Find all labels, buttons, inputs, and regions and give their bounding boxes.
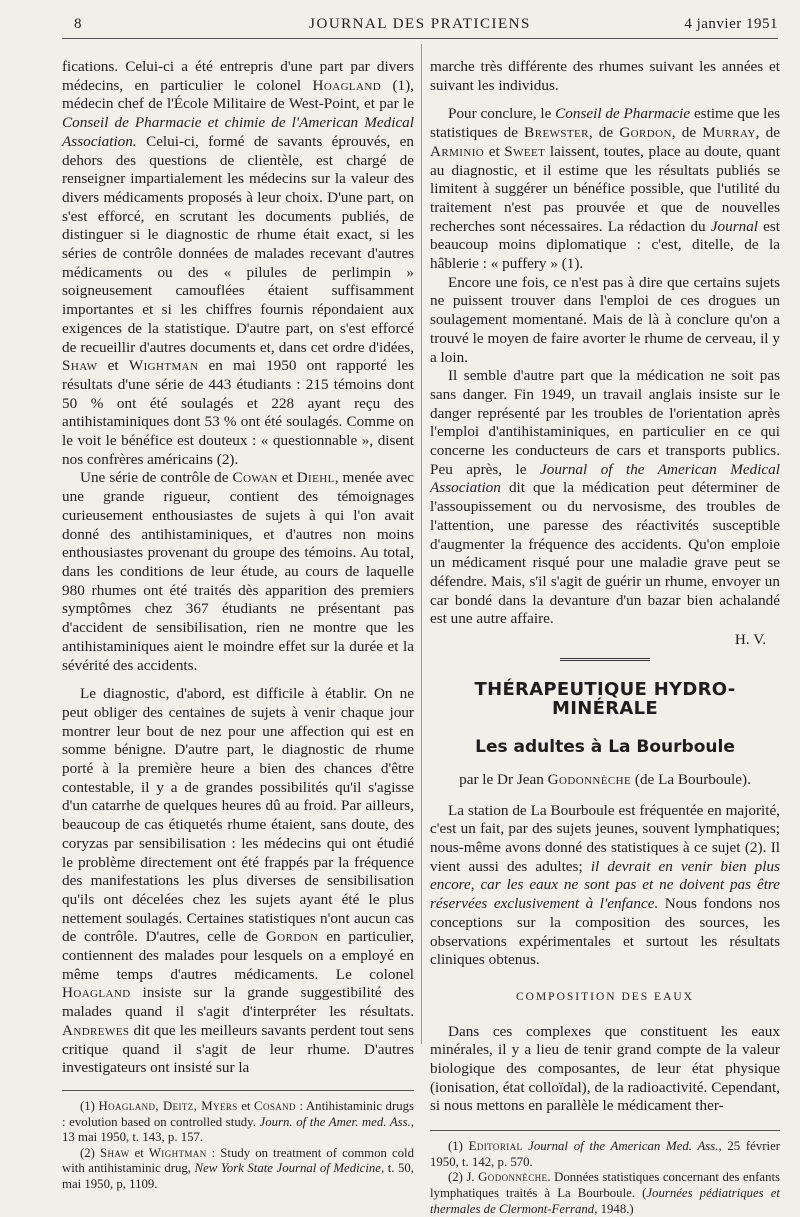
section-title: THÉRAPEUTIQUE HYDRO-MINÉRALE bbox=[474, 678, 736, 719]
paragraph: Pour conclure, le Conseil de Pharmacie estime que les statistiques de Brewster, de Gordon, de Murray, de Arminio et Sweet laissent, toutes, place au doute, quant au diagnostic, et il estime que les résultats publiés se limitent à suggérer un bénéfice possible, que l'utilité du traitement n'est pas prouvée et que de nouvelles recherches sont nécessaires. La rédaction du Journal est beaucoup moins diplomatique : c'est, ditelle, de la hâblerie : « puffery » (1). bbox=[430, 105, 781, 273]
subheading: COMPOSITION DES EAUX bbox=[515, 990, 694, 1003]
footnote: (1) Hoagland, Deitz, Myers et Cosand : Antihistaminic drugs : evolution based on controlled study. Journ. of the Amer. med. Ass., 13 mai 1950, t. 143, p. 157. bbox=[62, 1098, 414, 1145]
byline: par le Dr Jean Godonnèche (de La Bourboule). bbox=[459, 770, 751, 788]
column-divider bbox=[421, 44, 422, 1044]
footnote: (2) Shaw et Wightman : Study on treatment of common cold with antihistaminic drug, New York State Journal of Medicine, t. 50, mai 1950, p, 1109. bbox=[62, 1145, 415, 1191]
footnote: (2) J. Godonnèche. Données statistiques concernant des enfants lymphatiques traités à La Bourboule. (Journées pédiatriques et thermales de Clermont-Ferrand, 1948.) bbox=[430, 1170, 781, 1216]
paragraph: La station de La Bourboule est fréquentée en majorité, c'est un fait, par des sujets jeunes, souvent lymphatiques; nous-même avons donné des statistiques à ce sujet (2). Il vient aussi des adultes; il devrait en venir bien plus encore, car les eaux ne sont pas et ne doivent pas être réservées exclusivement à l'enfance. Nous fondons nos conceptions sur la composition des sources, les observations expérimentales et surtout les résultats cliniques obtenus. bbox=[430, 801, 780, 969]
running-header bbox=[62, 14, 778, 39]
paragraph: Une série de contrôle de Cowan et Diehl, menée avec une grande rigueur, contient des témoignages curieusement enthousiastes de sujets à qui l'on avait donné des antihistaminiques, et d'autres non moins enthousiastes provenant du groupe des témoins. Au total, dans les conditions de leur étude, au cours de laquelle 980 rhumes ont été traités dès apparition des premiers symptômes chez 367 étudiants ne présentant pas d'accident de sensibilisation, rien ne montre que les antihistaminiques aient le moindre effet sur la durée et la sévérité des accidents. bbox=[62, 469, 414, 674]
issue-date: 4 janvier 1951 bbox=[684, 16, 778, 32]
footnote: (1) Editorial Journal of the American Med. Ass., 25 février 1950, t. 142, p. 570. bbox=[430, 1139, 781, 1169]
section-divider bbox=[560, 658, 650, 663]
paragraph: fications. Celui-ci a été entrepris d'une part par divers médecins, en particulier le colonel Hoagland (1), médecin chef de l'École Militaire de West-Point, et par le Conseil de Pharmacie et chimie de l'American Medical Association. Celui-ci, formé de savants éprouvés, en dehors des questions de clientèle, est chargé de renseigner impartialement les médecins sur la valeur des divers médicaments proposés à leur choix. D'une part, on s'est efforcé, en scrutant les documents publiés, de distinguer si le diagnostic de rhume était exact, si les séries de contrôle données de malades recevant d'autres médicaments ou des « pilules de perlimpin » soigneusement camouflées étaient suffisamment importantes et si les chiffres fournis répondaient aux exigences de la statistique. D'autre part, on s'est efforcé de recueillir d'autres documents et, dans cet ordre d'idées, Shaw et Wightman en mai 1950 ont rapporté les résultats d'une série de 443 étudiants : 215 témoins dont 50 % ont été soulagés et 228 ayant reçu des antihistaminiques dont 53 % ont été soulagés. Comme on le voit le bénéfice est douteux : « questionnable », disent nos confrères américains (2). bbox=[62, 58, 414, 468]
footnote-separator bbox=[62, 1090, 414, 1091]
paragraph: Le diagnostic, d'abord, est difficile à établir. On ne peut obliger des centaines de sujets à venir chaque jour montrer leur bout de nez pour une affection qui est en somme bénigne. D'autre part, le diagnostic de rhume porté à la première heure a bien des chances d'être contestable, il y a de grandes possibilités qu'il s'agisse d'un catarrhe de quelques heures dû au froid. Par ailleurs, beaucoup de cas étiquetés rhume étaient, sans doute, des coryzas par sensibilisation : les médecins qui ont étudié le problème directement ont été frappés par la fréquence des manifestations les plus diverses de sensibilisation qu'ils ont décelées chez les sujets ayant été le plus nettement soulagés. Certaines statistiques n'ont aucun cas de contrôle. D'autres, celle de Gordon en particulier, contiennent des malades pour lesquels on a employé en même temps d'autres médicaments. Le colonel Hoagland insiste sur la grande suggestibilité des malades quand il s'agit d'interpréter les résultats. Andrewes dit que les meilleurs savants perdent tout sens critique quand il s'agit de leur rhume. D'autres investigateurs ont insisté sur la bbox=[62, 685, 414, 1077]
footnote-separator bbox=[430, 1130, 780, 1131]
paragraph: Encore une fois, ce n'est pas à dire que certains sujets ne puissent trouver dans l'emploi de ces drogues un soulagement momentané. Mais de là à conclure qu'on a trouvé le moyen de faire avorter le rhume de cerveau, il y a loin. bbox=[430, 273, 780, 366]
left-column bbox=[62, 58, 414, 1193]
paragraph: marche très différente des rhumes suivant les années et suivant les individus. bbox=[430, 58, 780, 94]
page-number: 8 bbox=[74, 16, 82, 32]
article-title: Les adultes à La Bourboule bbox=[475, 737, 735, 758]
paragraph: Dans ces complexes que constituent les eaux minérales, il y a lieu de tenir grand compte de la valeur biologique des composantes, de leur état physique (ionisation, état colloïdal), de la radioactivité. Cependant, si nous mettons en parallèle le médicament ther- bbox=[430, 1022, 780, 1115]
right-column bbox=[430, 58, 780, 1217]
journal-title: JOURNAL DES PRATICIENS bbox=[309, 16, 531, 32]
author-signature: H. V. bbox=[734, 631, 766, 649]
paragraph: Il semble d'autre part que la médication ne soit pas sans danger. Fin 1949, un travail anglais insiste sur le danger représenté par les troubles de l'orientation après l'emploi d'antihistaminiques, en particulier en ce qui concerne les conducteurs de cars et transports publics. Peu après, le Journal of the American Medical Association dit que la médication peut déterminer de l'assoupissement ou du nervosisme, des troubles de l'attention, une paresse des réactivités susceptible d'augmenter la fréquence des accidents. Qu'on emploie un médicament risqué pour une maladie grave peut se défendre. Mais, s'il s'agit de guérir un rhume, envoyer un car bondé dans la devanture d'un bazar bien achalandé est une autre affaire. bbox=[430, 367, 780, 628]
